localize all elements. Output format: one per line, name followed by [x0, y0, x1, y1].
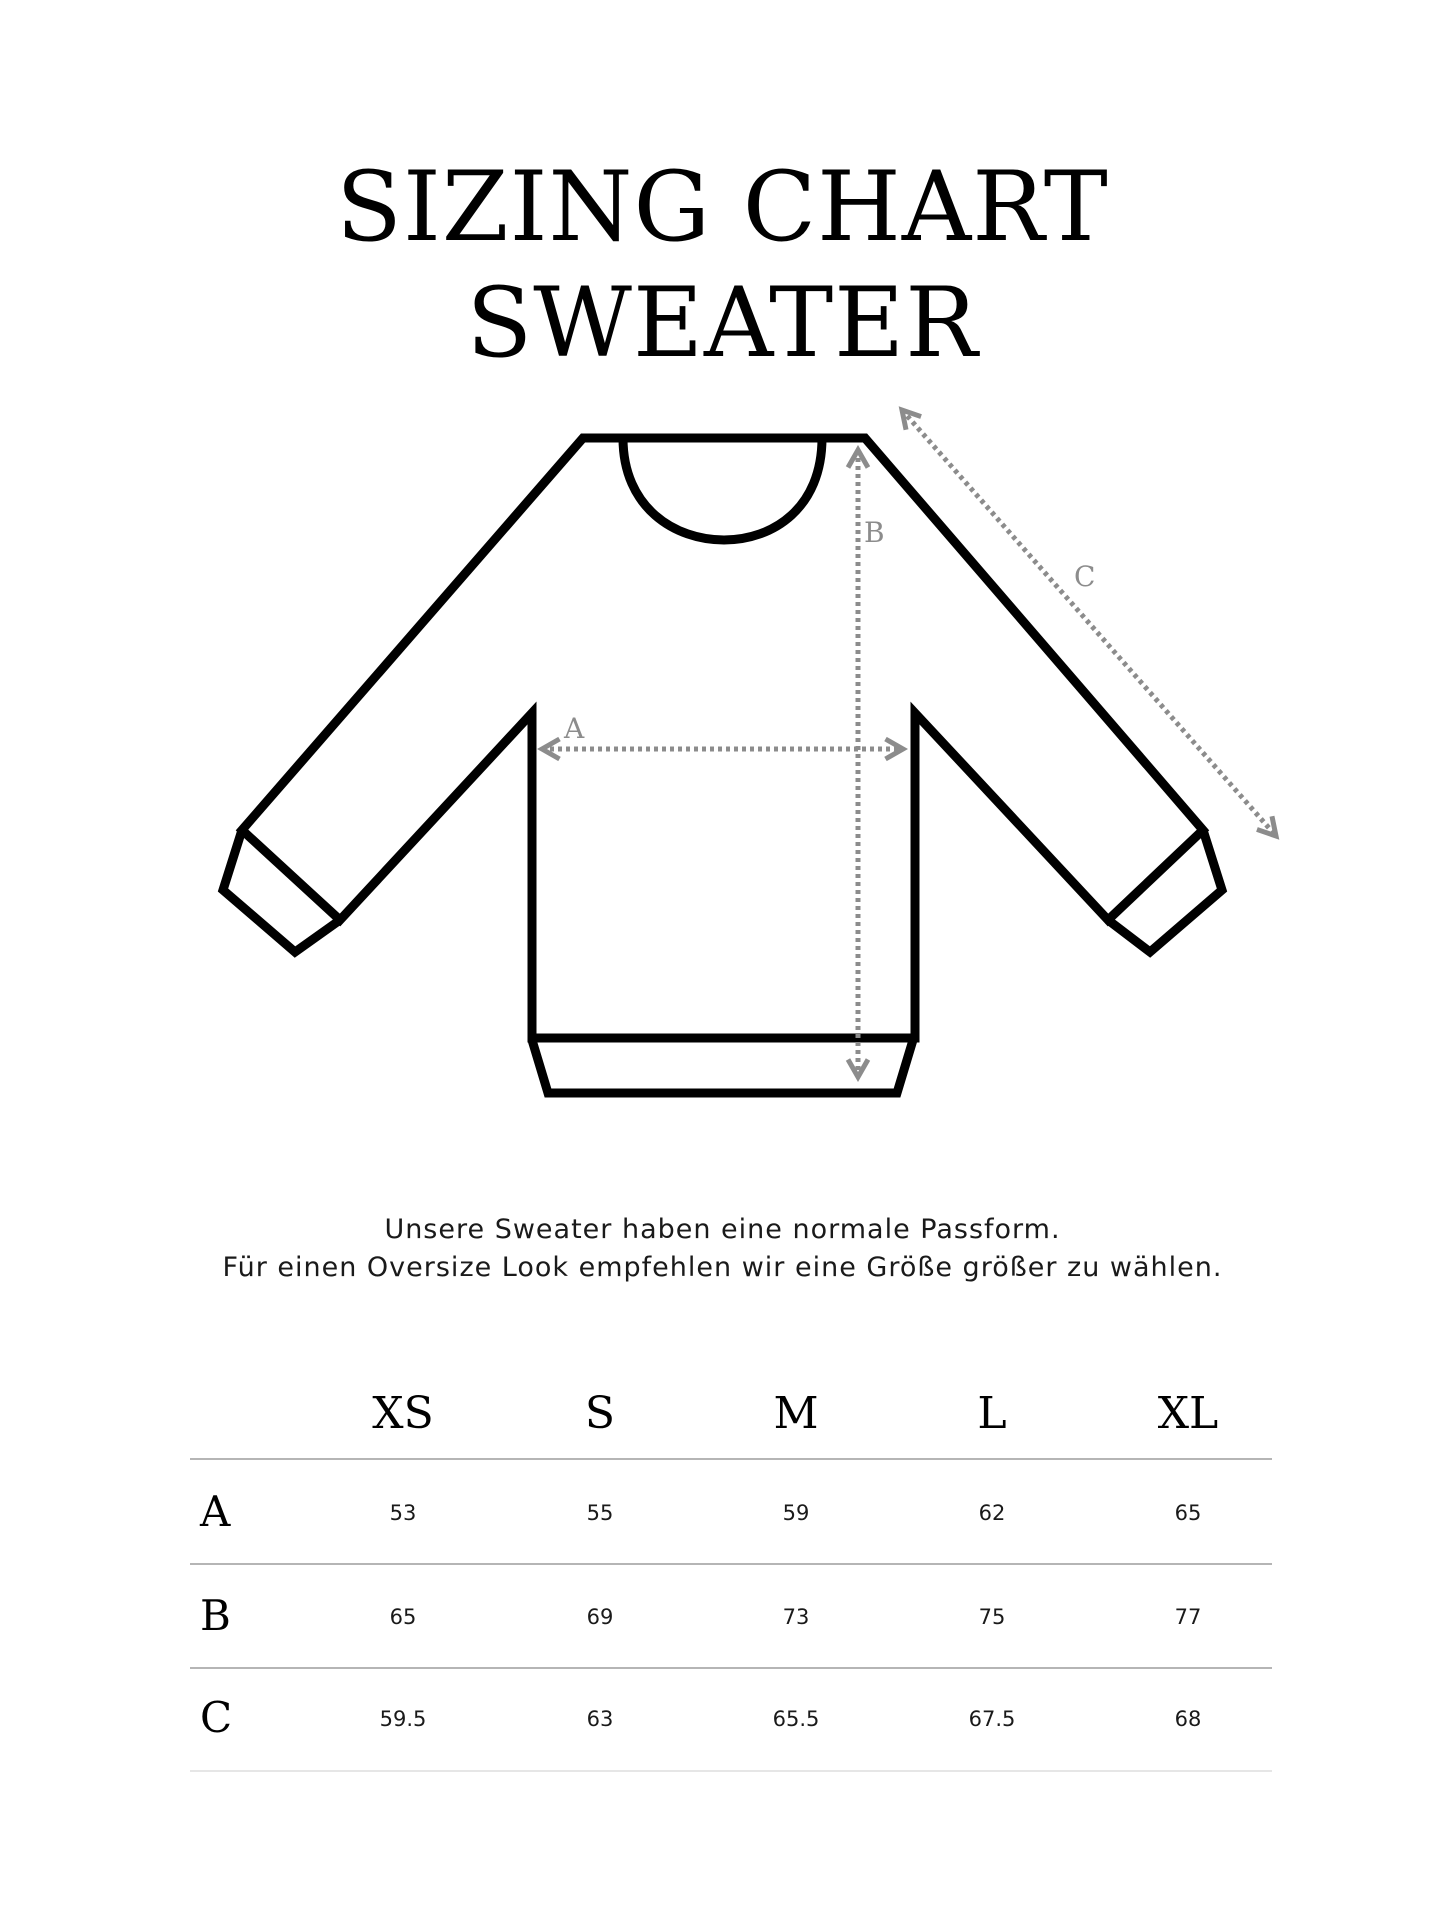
- column-header-m: M: [773, 1388, 819, 1439]
- page-title: SIZING CHART: [336, 151, 1109, 263]
- table-cell: 62: [978, 1501, 1006, 1525]
- row-label-b: B: [200, 1591, 231, 1640]
- table-cell: 77: [1174, 1605, 1202, 1629]
- table-divider: [190, 1563, 1272, 1565]
- table-cell: 53: [389, 1501, 417, 1525]
- table-cell: 75: [978, 1605, 1006, 1629]
- column-header-xs: XS: [372, 1388, 434, 1439]
- sweater-body-outline: [242, 438, 1203, 1038]
- column-header-l: L: [977, 1388, 1007, 1439]
- left-cuff: [223, 830, 340, 952]
- table-cell: 65: [389, 1605, 417, 1629]
- table-divider: [190, 1770, 1272, 1772]
- column-header-xl: XL: [1157, 1388, 1219, 1439]
- table-cell: 67.5: [968, 1707, 1016, 1731]
- measure-b-label: B: [864, 516, 885, 549]
- table-divider: [190, 1667, 1272, 1669]
- row-label-a: A: [200, 1487, 231, 1536]
- fit-note-line-2: Für einen Oversize Look empfehlen wir eine Größe größer zu wählen.: [222, 1252, 1223, 1283]
- page-subtitle: SWEATER: [466, 267, 979, 379]
- column-header-s: S: [584, 1388, 616, 1439]
- table-cell: 55: [586, 1501, 614, 1525]
- measure-c-label: C: [1074, 560, 1096, 593]
- table-cell: 73: [782, 1605, 810, 1629]
- table-cell: 65.5: [772, 1707, 820, 1731]
- table-cell: 69: [586, 1605, 614, 1629]
- table-cell: 68: [1174, 1707, 1202, 1731]
- measure-a-label: A: [564, 712, 585, 745]
- table-cell: 65: [1174, 1501, 1202, 1525]
- table-cell: 59: [782, 1501, 810, 1525]
- measure-c-line: [902, 410, 1276, 836]
- fit-note-line-1: Unsere Sweater haben eine normale Passform.: [384, 1214, 1061, 1245]
- table-cell: 59.5: [379, 1707, 427, 1731]
- table-cell: 63: [586, 1707, 614, 1731]
- sweater-outline: [223, 438, 1222, 1093]
- neckline: [623, 438, 822, 540]
- measurement-labels: [563, 516, 1095, 745]
- row-label-c: C: [200, 1693, 233, 1742]
- right-cuff: [1108, 830, 1222, 952]
- table-divider: [190, 1458, 1272, 1460]
